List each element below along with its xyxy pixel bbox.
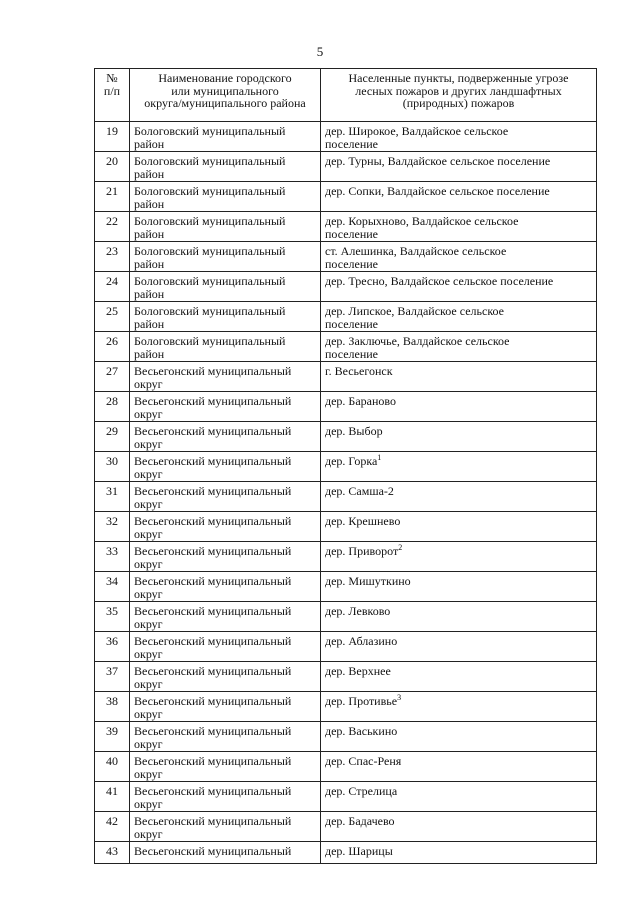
district-line: Весьегонский муниципальный — [134, 724, 292, 738]
header-line: или муниципального — [171, 83, 279, 98]
district-line: Бологовский муниципальный — [134, 184, 286, 198]
settlement-cell — [321, 632, 597, 662]
settlement-line: дер. Бадачево — [325, 814, 395, 828]
settlement-cell — [321, 302, 597, 332]
settlement-line: дер. Мишуткино — [325, 574, 411, 588]
settlement-name: дер. Горка — [325, 454, 378, 468]
footnote-marker: 1 — [377, 453, 382, 462]
table-row — [95, 662, 597, 692]
settlement-line: дер. Широкое, Валдайское сельское — [325, 124, 509, 138]
table-row — [95, 752, 597, 782]
table-row — [95, 362, 597, 392]
row-number-cell: 42 — [95, 812, 130, 842]
district-line: Весьегонский муниципальный — [134, 664, 292, 678]
row-number-cell: 31 — [95, 482, 130, 512]
district-line: Бологовский муниципальный — [134, 244, 286, 258]
district-cell — [130, 212, 321, 242]
settlement-cell — [321, 242, 597, 272]
table-row — [95, 722, 597, 752]
settlement-line: поселение — [325, 317, 379, 331]
district-cell — [130, 512, 321, 542]
district-line: Весьегонский муниципальный — [134, 694, 292, 708]
table-row — [95, 332, 597, 362]
row-number-cell: 24 — [95, 272, 130, 302]
row-number-cell: 43 — [95, 842, 130, 864]
district-cell — [130, 422, 321, 452]
settlement-cell — [321, 692, 597, 722]
header-line: № — [106, 71, 118, 85]
settlement-cell — [321, 602, 597, 632]
row-number-cell: 22 — [95, 212, 130, 242]
district-cell — [130, 302, 321, 332]
settlement-line: дер. Левково — [325, 604, 391, 618]
settlement-line: дер. Самша-2 — [325, 484, 394, 498]
district-line: район — [134, 257, 165, 271]
table-row — [95, 602, 597, 632]
table-header — [95, 69, 597, 122]
row-number-cell: 30 — [95, 452, 130, 482]
table-row — [95, 692, 597, 722]
settlement-cell — [321, 152, 597, 182]
district-cell — [130, 242, 321, 272]
row-number-cell: 27 — [95, 362, 130, 392]
settlement-cell — [321, 542, 597, 572]
district-line: Весьегонский муниципальный — [134, 784, 292, 798]
table-row — [95, 182, 597, 212]
row-number-cell: 33 — [95, 542, 130, 572]
district-line: округ — [134, 677, 163, 691]
page-number: 5 — [316, 44, 324, 59]
table-row — [95, 632, 597, 662]
district-line: округ — [134, 377, 163, 391]
table-row — [95, 782, 597, 812]
district-cell — [130, 452, 321, 482]
header-district — [130, 69, 321, 122]
district-cell — [130, 602, 321, 632]
table-row — [95, 122, 597, 152]
district-line: Бологовский муниципальный — [134, 214, 286, 228]
district-line: Бологовский муниципальный — [134, 304, 286, 318]
district-line: Весьегонский муниципальный — [134, 394, 292, 408]
settlement-line — [325, 545, 592, 558]
table-row — [95, 812, 597, 842]
district-line: Бологовский муниципальный — [134, 124, 286, 138]
row-number-cell: 39 — [95, 722, 130, 752]
settlement-line: дер. Выбор — [325, 424, 383, 438]
table-header-row — [95, 69, 597, 122]
settlement-name: дер. Приворот — [325, 544, 399, 558]
header-number — [95, 69, 130, 122]
district-line: Весьегонский муниципальный — [134, 544, 292, 558]
row-number-cell: 26 — [95, 332, 130, 362]
district-line: округ — [134, 437, 163, 451]
row-number-cell: 36 — [95, 632, 130, 662]
table-body — [95, 122, 597, 864]
district-line: Бологовский муниципальный — [134, 154, 286, 168]
settlement-cell — [321, 842, 597, 864]
table-row — [95, 392, 597, 422]
settlement-cell — [321, 572, 597, 602]
settlement-line: поселение — [325, 257, 379, 271]
table-row — [95, 212, 597, 242]
settlement-cell — [321, 362, 597, 392]
settlement-line: дер. Липское, Валдайское сельское — [325, 304, 505, 318]
settlement-line: поселение — [325, 227, 379, 241]
district-cell — [130, 722, 321, 752]
table-row — [95, 842, 597, 864]
settlement-line: дер. Спас-Реня — [325, 754, 402, 768]
district-line: Весьегонский муниципальный — [134, 754, 292, 768]
settlement-cell — [321, 722, 597, 752]
table-row — [95, 302, 597, 332]
row-number-cell: 41 — [95, 782, 130, 812]
district-line: округ — [134, 797, 163, 811]
district-line: Бологовский муниципальный — [134, 334, 286, 348]
settlement-line: дер. Бараново — [325, 394, 396, 408]
district-line: Весьегонский муниципальный — [134, 484, 292, 498]
settlement-line: г. Весьегонск — [325, 364, 393, 378]
settlement-cell — [321, 512, 597, 542]
settlement-line: ст. Алешинка, Валдайское сельское — [325, 244, 507, 258]
district-cell — [130, 332, 321, 362]
district-line: округ — [134, 737, 163, 751]
settlement-line: дер. Верхнее — [325, 664, 391, 678]
table-row — [95, 482, 597, 512]
row-number-cell: 28 — [95, 392, 130, 422]
district-line: округ — [134, 617, 163, 631]
settlement-cell — [321, 332, 597, 362]
district-cell — [130, 572, 321, 602]
district-cell — [130, 362, 321, 392]
settlement-line — [325, 455, 592, 468]
settlement-line: поселение — [325, 137, 379, 151]
district-line: округ — [134, 827, 163, 841]
row-number-cell: 23 — [95, 242, 130, 272]
district-line: округ — [134, 497, 163, 511]
settlement-name: дер. Противье — [325, 694, 398, 708]
settlement-cell — [321, 452, 597, 482]
settlement-line: дер. Васькино — [325, 724, 398, 738]
district-line: округ — [134, 557, 163, 571]
district-cell — [130, 782, 321, 812]
district-line: Весьегонский муниципальный — [134, 454, 292, 468]
settlement-line: дер. Корыхново, Валдайское сельское — [325, 214, 519, 228]
row-number-cell: 21 — [95, 182, 130, 212]
settlement-line: дер. Стрелица — [325, 784, 398, 798]
district-line: район — [134, 347, 165, 361]
header-line: Наименование городского — [158, 71, 292, 85]
row-number-cell: 37 — [95, 662, 130, 692]
district-cell — [130, 662, 321, 692]
header-settlement — [321, 69, 597, 122]
district-cell — [130, 812, 321, 842]
settlement-cell — [321, 122, 597, 152]
header-line: лесных пожаров и других ландшафтных — [355, 83, 562, 98]
settlement-cell — [321, 272, 597, 302]
settlements-table — [94, 68, 597, 864]
district-line: Весьегонский муниципальный — [134, 514, 292, 528]
row-number-cell: 20 — [95, 152, 130, 182]
district-cell — [130, 182, 321, 212]
district-line: Весьегонский муниципальный — [134, 634, 292, 648]
district-cell — [130, 122, 321, 152]
district-line: округ — [134, 767, 163, 781]
settlement-line: дер. Аблазино — [325, 634, 398, 648]
district-line: Весьегонский муниципальный — [134, 604, 292, 618]
table-row — [95, 542, 597, 572]
settlement-line: дер. Турны, Валдайское сельское поселение — [325, 154, 551, 168]
district-line: округ — [134, 407, 163, 421]
table-row — [95, 152, 597, 182]
table-row — [95, 572, 597, 602]
settlement-line: поселение — [325, 347, 379, 361]
table-row — [95, 422, 597, 452]
footnote-marker: 3 — [397, 693, 402, 702]
settlement-line: дер. Сопки, Валдайское сельское поселение — [325, 184, 550, 198]
district-line: район — [134, 197, 165, 211]
footnote-marker: 2 — [398, 543, 403, 552]
settlement-cell — [321, 782, 597, 812]
district-line: район — [134, 137, 165, 151]
row-number-cell: 32 — [95, 512, 130, 542]
row-number-cell: 34 — [95, 572, 130, 602]
settlement-line: дер. Крешнево — [325, 514, 401, 528]
settlement-cell — [321, 212, 597, 242]
district-line: Бологовский муниципальный — [134, 274, 286, 288]
settlement-cell — [321, 392, 597, 422]
settlement-line: дер. Заключье, Валдайское сельское — [325, 334, 510, 348]
district-line: район — [134, 317, 165, 331]
settlement-cell — [321, 752, 597, 782]
settlement-line — [325, 695, 592, 708]
settlement-cell — [321, 182, 597, 212]
district-cell — [130, 272, 321, 302]
district-line: район — [134, 167, 165, 181]
table-row — [95, 512, 597, 542]
district-line: район — [134, 227, 165, 241]
district-cell — [130, 692, 321, 722]
settlement-cell — [321, 422, 597, 452]
row-number-cell: 40 — [95, 752, 130, 782]
district-line: округ — [134, 587, 163, 601]
district-line: округ — [134, 707, 163, 721]
settlement-cell — [321, 662, 597, 692]
district-line: Весьегонский муниципальный — [134, 574, 292, 588]
row-number-cell: 25 — [95, 302, 130, 332]
table-row — [95, 242, 597, 272]
district-cell — [130, 752, 321, 782]
settlement-cell — [321, 812, 597, 842]
header-line: п/п — [103, 83, 121, 98]
header-line: Населенные пункты, подверженные угрозе — [348, 71, 569, 85]
district-line: округ — [134, 647, 163, 661]
district-line: округ — [134, 527, 163, 541]
district-cell — [130, 842, 321, 864]
district-line: Весьегонский муниципальный — [134, 844, 292, 858]
row-number-cell: 19 — [95, 122, 130, 152]
district-line: район — [134, 287, 165, 301]
district-cell — [130, 632, 321, 662]
district-line: округ — [134, 467, 163, 481]
settlement-line: дер. Тресно, Валдайское сельское поселение — [325, 274, 554, 288]
row-number-cell: 38 — [95, 692, 130, 722]
settlement-cell — [321, 482, 597, 512]
district-line: Весьегонский муниципальный — [134, 424, 292, 438]
header-line: округа/муниципального района — [144, 96, 306, 110]
district-line: Весьегонский муниципальный — [134, 814, 292, 828]
district-cell — [130, 482, 321, 512]
district-line: Весьегонский муниципальный — [134, 364, 292, 378]
row-number-cell: 29 — [95, 422, 130, 452]
district-cell — [130, 152, 321, 182]
row-number-cell: 35 — [95, 602, 130, 632]
settlement-line: дер. Шарицы — [325, 844, 393, 858]
header-line: (природных) пожаров — [402, 96, 515, 110]
district-cell — [130, 542, 321, 572]
district-cell — [130, 392, 321, 422]
table-row — [95, 272, 597, 302]
table-row — [95, 452, 597, 482]
